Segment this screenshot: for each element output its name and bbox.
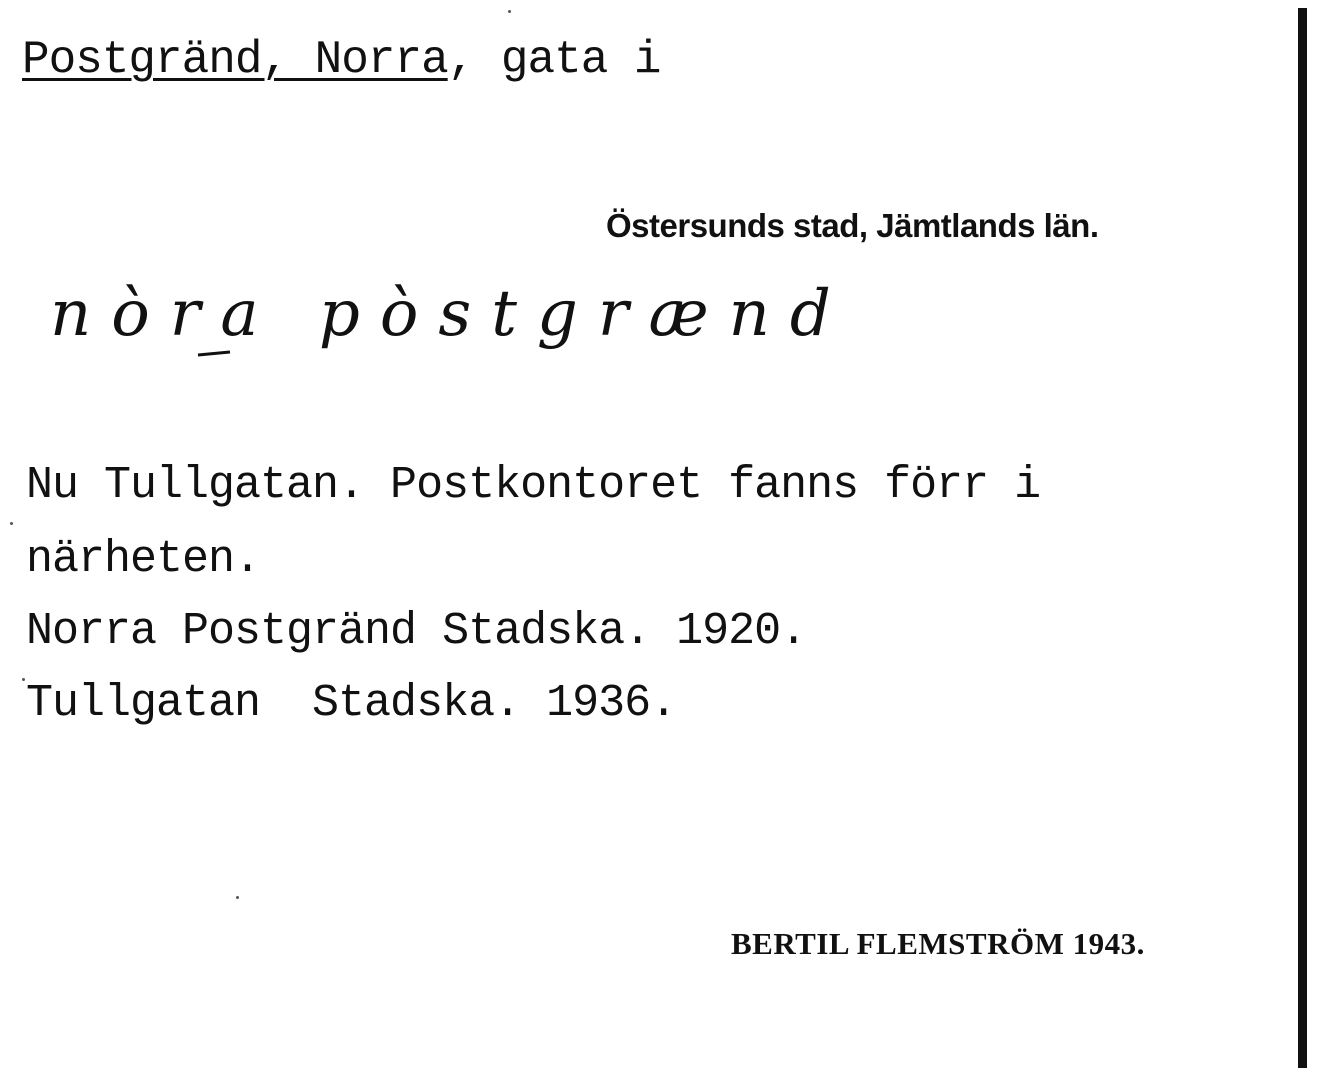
scan-speck bbox=[508, 10, 511, 13]
card-body bbox=[26, 456, 1040, 748]
place-stamp: Östersunds stad, Jämtlands län. bbox=[606, 207, 1099, 244]
handwritten-pronunciation bbox=[40, 240, 1020, 390]
scan-speck bbox=[10, 522, 13, 525]
signature-stamp: BERTIL FLEMSTRÖM 1943. bbox=[731, 926, 1145, 961]
body-line: Nu Tullgatan. Postkontoret fanns förr i bbox=[26, 460, 1041, 511]
title-street-name: Postgränd, Norra bbox=[22, 34, 448, 86]
body-line: Norra Postgränd Stadska. 1920. bbox=[26, 606, 807, 657]
title-suffix: , gata i bbox=[447, 34, 661, 86]
handwritten-underline-mark bbox=[198, 352, 230, 355]
scan-speck bbox=[22, 678, 25, 681]
handwritten-text: nòra pòstgrænd bbox=[50, 277, 851, 351]
scan-speck bbox=[236, 896, 239, 899]
card-edge-shadow bbox=[1298, 8, 1307, 1068]
body-line: Tullgatan Stadska. 1936. bbox=[26, 678, 677, 729]
body-line: närheten. bbox=[26, 534, 261, 585]
card-title bbox=[22, 30, 661, 90]
